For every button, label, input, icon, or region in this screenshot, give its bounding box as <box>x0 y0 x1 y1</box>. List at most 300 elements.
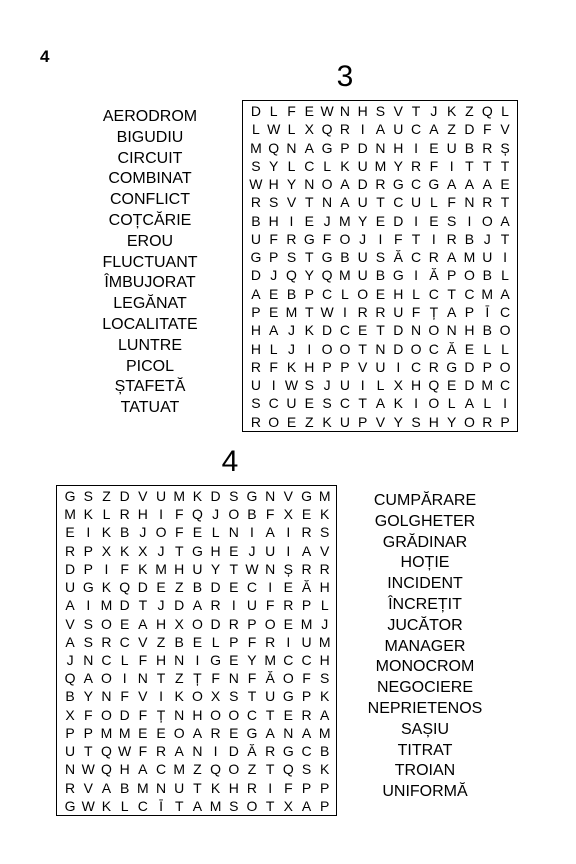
grid-letter-cell[interactable]: M <box>318 633 331 650</box>
grid-letter-cell[interactable]: T <box>265 797 275 814</box>
grid-letter-cell[interactable]: I <box>231 597 236 614</box>
grid-letter-cell[interactable]: O <box>101 706 112 723</box>
grid-letter-cell[interactable]: V <box>358 358 368 375</box>
grid-letter-cell[interactable]: A <box>375 395 386 412</box>
grid-letter-cell[interactable]: O <box>246 797 258 814</box>
grid-letter-cell[interactable]: N <box>65 761 76 778</box>
grid-letter-cell[interactable]: R <box>428 249 439 266</box>
grid-letter-cell[interactable]: L <box>501 267 509 284</box>
grid-letter-cell[interactable]: K <box>101 579 112 596</box>
grid-letter-cell[interactable]: L <box>252 121 260 138</box>
grid-letter-cell[interactable]: R <box>411 157 422 174</box>
grid-letter-cell[interactable]: A <box>192 797 203 814</box>
grid-letter-cell[interactable]: S <box>446 212 457 229</box>
grid-letter-cell[interactable]: M <box>64 506 76 523</box>
grid-letter-cell[interactable]: T <box>465 157 474 174</box>
grid-letter-cell[interactable]: A <box>301 724 312 741</box>
grid-letter-cell[interactable]: F <box>120 560 129 577</box>
grid-letter-cell[interactable]: O <box>321 176 333 193</box>
grid-letter-cell[interactable]: F <box>302 670 311 687</box>
grid-letter-cell[interactable]: G <box>321 249 333 266</box>
grid-letter-cell[interactable]: P <box>500 413 510 430</box>
grid-letter-cell[interactable]: M <box>463 249 476 266</box>
grid-letter-cell[interactable]: O <box>101 615 112 632</box>
grid-letter-cell[interactable]: I <box>396 358 401 375</box>
grid-letter-cell[interactable]: Y <box>446 413 457 430</box>
grid-letter-cell[interactable]: N <box>265 488 276 504</box>
grid-letter-cell[interactable]: T <box>411 103 421 119</box>
grid-letter-cell[interactable]: G <box>82 579 94 596</box>
grid-letter-cell[interactable]: A <box>482 176 492 193</box>
grid-letter-cell[interactable]: K <box>304 322 314 339</box>
grid-letter-cell[interactable]: H <box>319 651 330 668</box>
grid-letter-cell[interactable]: K <box>320 688 330 705</box>
grid-letter-cell[interactable]: C <box>393 194 404 211</box>
grid-letter-cell[interactable]: R <box>250 194 261 211</box>
grid-letter-cell[interactable]: S <box>286 249 297 266</box>
grid-letter-cell[interactable]: Z <box>465 103 474 119</box>
grid-letter-cell[interactable]: C <box>428 340 439 357</box>
grid-letter-cell[interactable]: A <box>83 670 93 687</box>
grid-letter-cell[interactable]: M <box>100 724 113 741</box>
grid-letter-cell[interactable]: V <box>283 488 294 504</box>
grid-letter-cell[interactable]: O <box>428 322 440 339</box>
grid-letter-cell[interactable]: Ă <box>265 670 275 687</box>
grid-letter-cell[interactable]: Ī <box>159 797 163 814</box>
grid-letter-cell[interactable]: R <box>428 358 439 375</box>
grid-letter-cell[interactable]: W <box>81 797 95 814</box>
grid-letter-cell[interactable]: O <box>228 506 240 523</box>
grid-letter-cell[interactable]: Ș <box>500 139 510 156</box>
grid-letter-cell[interactable]: U <box>411 194 422 211</box>
grid-letter-cell[interactable]: B <box>174 633 184 650</box>
grid-letter-cell[interactable]: T <box>156 670 166 687</box>
grid-letter-cell[interactable]: P <box>340 358 350 375</box>
grid-letter-cell[interactable]: D <box>210 488 221 504</box>
grid-letter-cell[interactable]: G <box>301 488 312 504</box>
grid-letter-cell[interactable]: N <box>174 706 185 723</box>
grid-letter-cell[interactable]: Y <box>304 267 314 284</box>
grid-letter-cell[interactable]: O <box>321 340 333 357</box>
grid-letter-cell[interactable]: P <box>304 285 314 302</box>
grid-letter-cell[interactable]: I <box>503 249 507 266</box>
grid-letter-cell[interactable]: K <box>320 761 330 778</box>
grid-letter-cell[interactable]: M <box>173 488 186 504</box>
grid-letter-cell[interactable]: K <box>320 506 330 523</box>
grid-letter-cell[interactable]: E <box>229 542 239 559</box>
grid-letter-cell[interactable]: P <box>340 139 350 156</box>
grid-letter-cell[interactable]: B <box>464 139 475 156</box>
grid-letter-cell[interactable]: I <box>414 139 419 156</box>
grid-letter-cell[interactable]: Ă <box>446 340 457 357</box>
grid-letter-cell[interactable]: A <box>446 304 457 321</box>
grid-letter-cell[interactable]: R <box>286 230 297 247</box>
grid-letter-cell[interactable]: O <box>410 340 422 357</box>
grid-letter-cell[interactable]: L <box>376 377 385 394</box>
grid-letter-cell[interactable]: I <box>268 579 273 596</box>
grid-letter-cell[interactable]: J <box>139 524 147 541</box>
grid-letter-cell[interactable]: D <box>119 597 130 614</box>
grid-letter-cell[interactable]: J <box>287 322 295 339</box>
grid-letter-cell[interactable]: T <box>265 761 275 778</box>
grid-letter-cell[interactable]: V <box>286 194 297 211</box>
grid-letter-cell[interactable]: H <box>357 103 368 119</box>
grid-letter-cell[interactable]: H <box>192 706 203 723</box>
grid-letter-cell[interactable]: M <box>100 597 113 614</box>
grid-letter-cell[interactable]: U <box>393 304 404 321</box>
grid-letter-cell[interactable]: N <box>411 322 422 339</box>
grid-letter-cell[interactable]: W <box>249 176 263 193</box>
grid-letter-cell[interactable]: S <box>322 395 332 412</box>
grid-letter-cell[interactable]: F <box>269 230 278 247</box>
grid-letter-cell[interactable]: I <box>159 506 163 523</box>
grid-letter-cell[interactable]: M <box>209 797 222 814</box>
grid-letter-cell[interactable]: L <box>447 395 456 412</box>
grid-letter-cell[interactable]: B <box>65 688 75 705</box>
grid-letter-cell[interactable]: F <box>429 157 439 174</box>
grid-letter-cell[interactable]: P <box>464 304 475 321</box>
grid-letter-cell[interactable]: F <box>393 230 403 247</box>
grid-letter-cell[interactable]: K <box>322 413 332 430</box>
grid-letter-cell[interactable]: G <box>392 267 404 284</box>
grid-letter-cell[interactable]: Ț <box>429 304 439 321</box>
grid-letter-cell[interactable]: B <box>119 524 130 541</box>
grid-letter-cell[interactable]: E <box>429 212 439 229</box>
grid-letter-cell[interactable]: O <box>191 688 203 705</box>
grid-letter-cell[interactable]: U <box>339 377 350 394</box>
grid-letter-cell[interactable]: O <box>339 340 351 357</box>
grid-letter-cell[interactable]: O <box>228 706 240 723</box>
grid-letter-cell[interactable]: D <box>357 176 368 193</box>
grid-letter-cell[interactable]: T <box>265 706 275 723</box>
grid-letter-cell[interactable]: A <box>446 176 457 193</box>
grid-letter-cell[interactable]: L <box>483 395 492 412</box>
grid-letter-cell[interactable]: W <box>245 560 259 577</box>
grid-letter-cell[interactable]: R <box>119 506 130 523</box>
grid-letter-cell[interactable]: X <box>304 121 314 138</box>
grid-letter-cell[interactable]: K <box>119 542 130 559</box>
grid-letter-cell[interactable]: U <box>357 267 368 284</box>
grid-letter-cell[interactable]: C <box>411 249 422 266</box>
grid-letter-cell[interactable]: N <box>83 651 94 668</box>
grid-letter-cell[interactable]: P <box>322 358 332 375</box>
grid-letter-cell[interactable]: Y <box>269 157 279 174</box>
grid-letter-cell[interactable]: F <box>269 358 278 375</box>
grid-letter-cell[interactable]: Z <box>174 670 184 687</box>
grid-letter-cell[interactable]: H <box>250 340 261 357</box>
grid-letter-cell[interactable]: B <box>119 779 130 796</box>
grid-letter-cell[interactable]: G <box>246 488 258 504</box>
grid-letter-cell[interactable]: C <box>137 797 148 814</box>
grid-letter-cell[interactable]: R <box>301 524 312 541</box>
grid-letter-cell[interactable]: W <box>320 304 334 321</box>
grid-letter-cell[interactable]: L <box>287 157 296 174</box>
grid-letter-cell[interactable]: N <box>265 560 276 577</box>
grid-letter-cell[interactable]: P <box>83 560 93 577</box>
grid-letter-cell[interactable]: H <box>155 615 167 632</box>
grid-letter-cell[interactable]: S <box>375 249 386 266</box>
grid-letter-cell[interactable]: O <box>101 670 112 687</box>
grid-letter-cell[interactable]: E <box>304 395 314 412</box>
grid-letter-cell[interactable]: C <box>301 651 312 668</box>
grid-letter-cell[interactable]: C <box>268 395 279 412</box>
grid-letter-cell[interactable]: I <box>159 688 163 705</box>
grid-letter-cell[interactable]: Q <box>321 267 333 284</box>
grid-letter-cell[interactable]: N <box>155 779 167 796</box>
grid-letter-cell[interactable]: N <box>446 322 457 339</box>
grid-letter-cell[interactable]: O <box>228 761 240 778</box>
grid-letter-cell[interactable]: E <box>286 413 297 430</box>
grid-letter-cell[interactable]: W <box>284 377 299 394</box>
grid-letter-cell[interactable]: E <box>156 724 166 741</box>
grid-letter-cell[interactable]: V <box>83 779 93 796</box>
grid-letter-cell[interactable]: T <box>482 157 492 174</box>
grid-letter-cell[interactable]: P <box>65 724 75 741</box>
grid-letter-cell[interactable]: M <box>339 267 351 284</box>
grid-letter-cell[interactable]: Ă <box>429 267 439 284</box>
grid-letter-cell[interactable]: E <box>446 377 457 394</box>
grid-letter-cell[interactable]: T <box>500 157 510 174</box>
grid-letter-cell[interactable]: F <box>138 651 148 668</box>
grid-letter-cell[interactable]: R <box>339 121 350 138</box>
grid-letter-cell[interactable]: R <box>265 633 276 650</box>
grid-letter-cell[interactable]: M <box>118 724 131 741</box>
grid-letter-cell[interactable]: F <box>138 743 148 760</box>
grid-letter-cell[interactable]: E <box>358 322 368 339</box>
grid-letter-cell[interactable]: S <box>83 488 93 504</box>
grid-letter-cell[interactable]: O <box>339 230 351 247</box>
grid-letter-cell[interactable]: N <box>339 103 350 119</box>
grid-letter-cell[interactable]: R <box>250 413 261 430</box>
grid-letter-cell[interactable]: X <box>101 542 112 559</box>
grid-letter-cell[interactable]: T <box>358 340 367 357</box>
grid-letter-cell[interactable]: V <box>138 633 148 650</box>
grid-letter-cell[interactable]: A <box>101 779 112 796</box>
grid-letter-cell[interactable]: U <box>250 230 261 247</box>
grid-letter-cell[interactable]: N <box>137 670 148 687</box>
grid-letter-cell[interactable]: J <box>212 506 220 523</box>
grid-letter-cell[interactable]: T <box>305 194 314 211</box>
grid-letter-cell[interactable]: E <box>192 633 203 650</box>
grid-letter-cell[interactable]: C <box>246 706 258 723</box>
grid-letter-cell[interactable]: Ț <box>193 670 202 687</box>
grid-letter-cell[interactable]: Y <box>393 157 403 174</box>
grid-letter-cell[interactable]: M <box>481 285 494 302</box>
grid-letter-cell[interactable]: X <box>210 688 221 705</box>
grid-letter-cell[interactable]: F <box>138 706 148 723</box>
grid-letter-cell[interactable]: I <box>378 230 383 247</box>
grid-letter-cell[interactable]: A <box>265 524 275 541</box>
grid-letter-cell[interactable]: E <box>229 724 239 741</box>
grid-letter-cell[interactable]: U <box>446 139 457 156</box>
grid-letter-cell[interactable]: H <box>250 322 261 339</box>
grid-letter-cell[interactable]: U <box>357 249 368 266</box>
grid-letter-cell[interactable]: P <box>301 688 312 705</box>
grid-letter-cell[interactable]: T <box>247 688 257 705</box>
grid-letter-cell[interactable]: I <box>195 651 200 668</box>
grid-letter-cell[interactable]: F <box>211 670 220 687</box>
grid-letter-cell[interactable]: T <box>84 743 93 760</box>
grid-letter-cell[interactable]: L <box>483 340 492 357</box>
grid-letter-cell[interactable]: C <box>119 633 130 650</box>
grid-letter-cell[interactable]: W <box>81 761 95 778</box>
grid-letter-cell[interactable]: A <box>500 212 510 229</box>
grid-letter-cell[interactable]: E <box>156 579 166 596</box>
grid-letter-cell[interactable]: S <box>320 670 330 687</box>
grid-letter-cell[interactable]: K <box>340 157 350 174</box>
grid-letter-cell[interactable]: R <box>357 304 368 321</box>
grid-letter-cell[interactable]: A <box>174 743 184 760</box>
grid-letter-cell[interactable]: D <box>137 579 148 596</box>
grid-letter-cell[interactable]: K <box>83 506 93 523</box>
grid-letter-cell[interactable]: P <box>247 615 257 632</box>
grid-letter-cell[interactable]: L <box>323 157 331 174</box>
grid-letter-cell[interactable]: C <box>101 651 112 668</box>
grid-letter-cell[interactable]: O <box>499 322 511 339</box>
grid-letter-cell[interactable]: H <box>268 212 279 229</box>
grid-letter-cell[interactable]: E <box>304 212 314 229</box>
grid-letter-cell[interactable]: G <box>64 488 76 504</box>
grid-letter-cell[interactable]: C <box>428 285 439 302</box>
grid-letter-cell[interactable]: J <box>157 542 165 559</box>
grid-letter-cell[interactable]: J <box>323 377 331 394</box>
grid-letter-cell[interactable]: E <box>229 651 239 668</box>
grid-letter-cell[interactable]: D <box>174 597 185 614</box>
grid-letter-cell[interactable]: C <box>499 377 511 394</box>
grid-letter-cell[interactable]: E <box>301 506 312 523</box>
grid-letter-cell[interactable]: W <box>320 103 334 119</box>
grid-letter-cell[interactable]: F <box>284 779 293 796</box>
grid-letter-cell[interactable]: E <box>269 304 279 321</box>
grid-letter-cell[interactable]: V <box>65 615 75 632</box>
grid-letter-cell[interactable]: E <box>283 706 294 723</box>
grid-letter-cell[interactable]: I <box>271 377 276 394</box>
grid-letter-cell[interactable]: G <box>210 651 222 668</box>
grid-letter-cell[interactable]: N <box>464 194 475 211</box>
grid-letter-cell[interactable]: S <box>320 524 330 541</box>
grid-letter-cell[interactable]: T <box>376 322 385 339</box>
grid-letter-cell[interactable]: D <box>119 488 130 504</box>
grid-letter-cell[interactable]: Y <box>393 413 403 430</box>
grid-letter-cell[interactable]: O <box>264 615 276 632</box>
grid-letter-cell[interactable]: G <box>428 176 440 193</box>
grid-letter-cell[interactable]: D <box>250 103 261 119</box>
grid-letter-cell[interactable]: A <box>138 615 148 632</box>
grid-letter-cell[interactable]: D <box>250 267 261 284</box>
grid-letter-cell[interactable]: C <box>304 157 315 174</box>
grid-letter-cell[interactable]: M <box>285 304 298 321</box>
grid-letter-cell[interactable]: K <box>446 103 457 119</box>
grid-letter-cell[interactable]: R <box>446 230 457 247</box>
grid-letter-cell[interactable]: C <box>499 304 511 321</box>
grid-letter-cell[interactable]: C <box>339 395 350 412</box>
grid-letter-cell[interactable]: O <box>173 724 185 741</box>
grid-letter-cell[interactable]: Y <box>286 176 297 193</box>
grid-letter-cell[interactable]: J <box>157 597 165 614</box>
grid-letter-cell[interactable]: U <box>357 194 368 211</box>
grid-letter-cell[interactable]: M <box>173 761 186 778</box>
grid-letter-cell[interactable]: L <box>269 103 278 119</box>
grid-letter-cell[interactable]: R <box>301 706 312 723</box>
grid-letter-cell[interactable]: D <box>464 121 475 138</box>
grid-letter-cell[interactable]: A <box>251 285 261 302</box>
grid-letter-cell[interactable]: B <box>286 285 297 302</box>
grid-letter-cell[interactable]: R <box>210 597 221 614</box>
grid-letter-cell[interactable]: B <box>375 267 386 284</box>
grid-letter-cell[interactable]: J <box>66 651 74 668</box>
grid-letter-cell[interactable]: S <box>83 633 93 650</box>
grid-letter-cell[interactable]: A <box>65 597 75 614</box>
grid-letter-cell[interactable]: Z <box>156 633 166 650</box>
grid-letter-cell[interactable]: M <box>318 724 331 741</box>
grid-letter-cell[interactable]: D <box>357 139 368 156</box>
grid-letter-cell[interactable]: Y <box>210 560 221 577</box>
grid-letter-cell[interactable]: Ș <box>283 560 294 577</box>
grid-letter-cell[interactable]: Q <box>481 103 493 119</box>
grid-letter-cell[interactable]: T <box>174 542 184 559</box>
grid-letter-cell[interactable]: A <box>500 285 510 302</box>
grid-letter-cell[interactable]: H <box>268 176 279 193</box>
grid-letter-cell[interactable]: K <box>138 560 148 577</box>
grid-letter-cell[interactable]: G <box>282 743 294 760</box>
grid-letter-cell[interactable]: S <box>229 688 239 705</box>
grid-letter-cell[interactable]: Ț <box>156 706 166 723</box>
grid-letter-cell[interactable]: D <box>464 358 475 375</box>
grid-letter-cell[interactable]: F <box>322 230 332 247</box>
grid-letter-cell[interactable]: T <box>447 285 456 302</box>
grid-letter-cell[interactable]: V <box>138 688 148 705</box>
grid-letter-cell[interactable]: E <box>304 103 314 119</box>
grid-letter-cell[interactable]: O <box>499 358 511 375</box>
grid-letter-cell[interactable]: V <box>500 121 510 138</box>
grid-letter-cell[interactable]: R <box>265 743 276 760</box>
grid-letter-cell[interactable]: I <box>213 743 218 760</box>
grid-letter-cell[interactable]: O <box>191 615 203 632</box>
grid-letter-cell[interactable]: E <box>375 212 386 229</box>
grid-letter-cell[interactable]: R <box>301 560 312 577</box>
grid-letter-cell[interactable]: C <box>283 651 294 668</box>
grid-letter-cell[interactable]: O <box>268 413 280 430</box>
grid-letter-cell[interactable]: Z <box>247 761 257 778</box>
grid-letter-cell[interactable]: L <box>412 285 420 302</box>
grid-letter-cell[interactable]: M <box>339 212 351 229</box>
grid-letter-cell[interactable]: B <box>251 212 261 229</box>
grid-letter-cell[interactable]: K <box>101 524 112 541</box>
grid-letter-cell[interactable]: G <box>64 797 76 814</box>
grid-letter-cell[interactable]: Z <box>447 121 456 138</box>
grid-letter-cell[interactable]: Q <box>101 761 112 778</box>
grid-letter-cell[interactable]: C <box>246 579 258 596</box>
grid-letter-cell[interactable]: D <box>210 615 221 632</box>
grid-letter-cell[interactable]: O <box>155 524 167 541</box>
grid-letter-cell[interactable]: Ī <box>485 304 490 321</box>
grid-letter-cell[interactable]: U <box>482 249 493 266</box>
grid-letter-cell[interactable]: Q <box>428 377 440 394</box>
grid-letter-cell[interactable]: U <box>375 358 386 375</box>
grid-letter-cell[interactable]: P <box>482 358 492 375</box>
grid-letter-cell[interactable]: U <box>393 121 404 138</box>
grid-letter-cell[interactable]: U <box>65 579 76 596</box>
grid-letter-cell[interactable]: Q <box>64 670 76 687</box>
grid-letter-cell[interactable]: E <box>464 340 475 357</box>
grid-letter-cell[interactable]: P <box>320 779 330 796</box>
grid-letter-cell[interactable]: E <box>375 285 386 302</box>
grid-letter-cell[interactable]: G <box>392 176 404 193</box>
grid-letter-cell[interactable]: H <box>119 761 130 778</box>
grid-letter-cell[interactable]: L <box>211 633 220 650</box>
grid-letter-cell[interactable]: B <box>192 579 203 596</box>
grid-letter-cell[interactable]: O <box>210 706 222 723</box>
